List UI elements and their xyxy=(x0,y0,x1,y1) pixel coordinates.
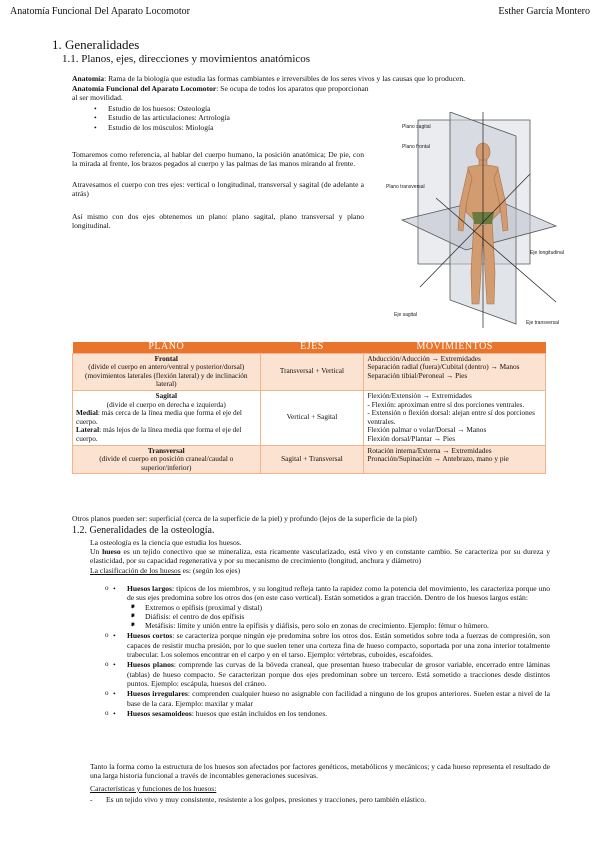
subsection-title-osteology: 1.2. Generalidades de la osteología. xyxy=(72,525,215,536)
list-item: • o Huesos irregulares: comprenden cualquier hueso no asignable con facilidad a ninguno de los grupos anteriores. Suelen estar a nivel de la base de la cara. Ejemplo: maxilar y malar xyxy=(127,689,550,708)
features-heading: Características y funciones de los huesos: xyxy=(90,784,217,793)
header-course: Anatomía Funcional Del Aparato Locomotor xyxy=(10,6,190,17)
list-item: • ■ Diáfisis: el centro de dos epífisis xyxy=(145,612,550,621)
bullet-o: • o xyxy=(105,689,109,698)
header-ejes: EJES xyxy=(260,342,364,353)
list-item: • o Huesos planos: comprende las curvas de la bóveda craneal, que presentan hueso trabecular de grosor variable, encerrado entre láminas (tablas) de hueso compacto. Se caracterizan porque dos ejes predominan sobre un tercero. Está sometido a tracciones desde distintos puntos. Ejemplo: escápula, huesos del cráneo. xyxy=(127,660,550,688)
label-frontal-plane: Plano frontal xyxy=(402,144,431,150)
study-list xyxy=(108,104,368,132)
page-header xyxy=(10,6,590,17)
label-transverse-axis: Eje transversal xyxy=(526,320,560,326)
other-planes-note: Otros planos pueden ser: superficial (cerca de la superficie de la piel) y profundo (lejos de la superficie de la piel) xyxy=(72,514,417,523)
osteology-intro: La osteología es la ciencia que estudia los huesos. xyxy=(90,538,242,547)
label-sagittal-plane: Plano sagital xyxy=(402,124,431,130)
plane-cell: Transversal (divide el cuerpo en posición craneal/caudal o superior/inferior) xyxy=(73,445,261,474)
list-item: • ■ Metáfisis: límite y unión entre la epífisis y diáfisis, pero solo en zonas de crecimiento. Ejemplo: fémur o húmero. xyxy=(145,621,550,630)
plane-cell: Frontal (divide el cuerpo en antero/ventral y posterior/dorsal) (movimientos laterales (flexión lateral) y de inclinación lateral) xyxy=(73,353,261,390)
list-item: • o Huesos cortos: se caracteriza porque ningún eje predomina sobre los otros dos. Están sometidos sobre toda a fuerzas de compresión, son capaces de resistir mucha presión, por lo que suelen tener una corteza fina de hueso compacto, soportada por una zona interior totalmente trabecular. Los solemos encontrar en el carpo y en el tarso. Ejemplo: vértebras, cuboides, escafoides. xyxy=(127,631,550,659)
header-author: Esther García Montero xyxy=(498,6,590,17)
table-row xyxy=(73,390,546,445)
bullet-square: • ■ xyxy=(131,603,135,610)
list-item: • ■ Extremos o epífisis (proximal y distal) xyxy=(145,603,550,612)
label-sagittal-axis: Eje sagital xyxy=(394,312,418,318)
list-item: • Estudio de las articulaciones: Artrología xyxy=(108,113,368,122)
header-movimientos: MOVIMIENTOS xyxy=(364,342,546,353)
table-row xyxy=(73,353,546,390)
classification-heading: La clasificación de los huesos es: (según los ejes) xyxy=(90,566,241,575)
bullet-square: • ■ xyxy=(131,612,135,619)
list-item: • o Huesos sesamoideos: huesos que están incluidos en los tendones. xyxy=(127,709,550,718)
subsection-title: 1.1. Planos, ejes, direcciones y movimientos anatómicos xyxy=(62,53,311,65)
bullet-square: • ■ xyxy=(131,622,135,629)
axes-cell: Sagital + Transversal xyxy=(260,445,364,474)
anatomical-planes-figure xyxy=(380,112,570,330)
bone-types-list xyxy=(105,584,551,718)
moves-cell: Flexión/Extensión → Extremidades - Flexión: aproximan entre sí dos porciones ventrales. - Extensión o flexión dorsal: alejan entre sí dos porciones ventrales. Flexión palmar o volar/Dorsal → Manos Flexión dorsal/Plantar → Pies xyxy=(364,390,546,445)
list-item: • Estudio de los huesos: Osteología xyxy=(108,104,368,113)
features-item: - Es un tejido vivo y muy consistente, resistente a los golpes, presiones y tracciones, pero también elástico. xyxy=(90,795,427,804)
bullet-o: • o xyxy=(105,631,109,640)
bullet-o: • o xyxy=(105,584,109,592)
label-transverse-plane: Plano transversal xyxy=(386,184,425,190)
anatomic-position-paragraph: Tomaremos como referencia, al hablar del cuerpo humano, la posición anatómica; De pie, con la mirada al frente, los brazos pegados al cuerpo y las palmas de las manos mirando al frente. xyxy=(72,150,364,169)
axes-cell: Transversal + Vertical xyxy=(260,353,364,390)
planes-table xyxy=(72,342,546,474)
bone-definition: Un hueso es un tejido conectivo que se mineraliza, esta ricamente vascularizado, está vivo y en constante cambio. Se caracteriza por su dureza y elasticidad, por su capacidad regenerativa y por su mecanismo de crecimiento (longitud, anchura y diámetro) xyxy=(90,547,550,566)
axes-cell: Vertical + Sagital xyxy=(260,390,364,445)
axes-paragraph: Atravesamos el cuerpo con tres ejes: vertical o longitudinal, transversal y sagital (de adelante a atrás) xyxy=(72,180,364,199)
moves-cell: Abducción/Aducción → Extremidades Separación radial (fuera)/Cubital (dentro) → Manos Separación tibial/Peroneal → Pies xyxy=(364,353,546,390)
table-header-row xyxy=(73,342,546,353)
afal-definition: Anatomía Funcional del Aparato Locomotor: Se ocupa de todos los aparatos que proporcionan al ser movilidad. xyxy=(72,84,369,103)
long-bone-parts xyxy=(131,602,550,631)
planes-paragraph: Así mismo con dos ejes obtenemos un plano: plano sagital, plano transversal y plano longitudinal. xyxy=(72,212,364,231)
bullet-o: • o xyxy=(105,708,109,717)
label-longitudinal-axis: Eje longitudinal xyxy=(530,250,564,256)
anatomia-definition: Anatomía: Rama de la biología que estudia las formas cambiantes e irreversibles de los seres vivos y las causas que lo producen. xyxy=(72,74,466,83)
list-item: • o Huesos largos: típicos de los miembros, y su longitud refleja tanto la rapidez como la potencia del movimiento, les caracteriza porque uno de sus ejes predomina sobre los otros dos (en este caso vertical). Están sometidos a gran tracción. Dentro de los huesos largos están: • ■ Extremos o epífisis (proximal y distal) • ■ Diáfisis: el centro de dos epífisis • ■ Metáfisis: límite y unión entre la epífisis y diáfisis, pero solo en zonas de crecimiento. Ejemplo: fémur o húmero. xyxy=(127,584,550,630)
list-item: • Estudio de los músculos: Miología xyxy=(108,123,368,132)
moves-cell: Rotación interna/Externa → Extremidades Pronación/Supinación → Antebrazo, mano y pie xyxy=(364,445,546,474)
bullet-o: • o xyxy=(105,660,109,669)
section-title: 1. Generalidades xyxy=(52,37,140,52)
header-plano: PLANO xyxy=(73,342,261,353)
table-row xyxy=(73,445,546,474)
plane-cell: Sagital (divide el cuerpo en derecha e izquierda) Medial: más cerca de la línea media que forma el eje del cuerpo. Lateral: más lejos de la línea media que forma el eje del cuerpo. xyxy=(73,390,261,445)
shape-structure-paragraph: Tanto la forma como la estructura de los huesos son afectados por factores genéticos, metabólicos y mecánicos; y cada hueso representa el resultado de una larga historia funcional a través de incontables generaciones sucesivas. xyxy=(90,762,550,781)
